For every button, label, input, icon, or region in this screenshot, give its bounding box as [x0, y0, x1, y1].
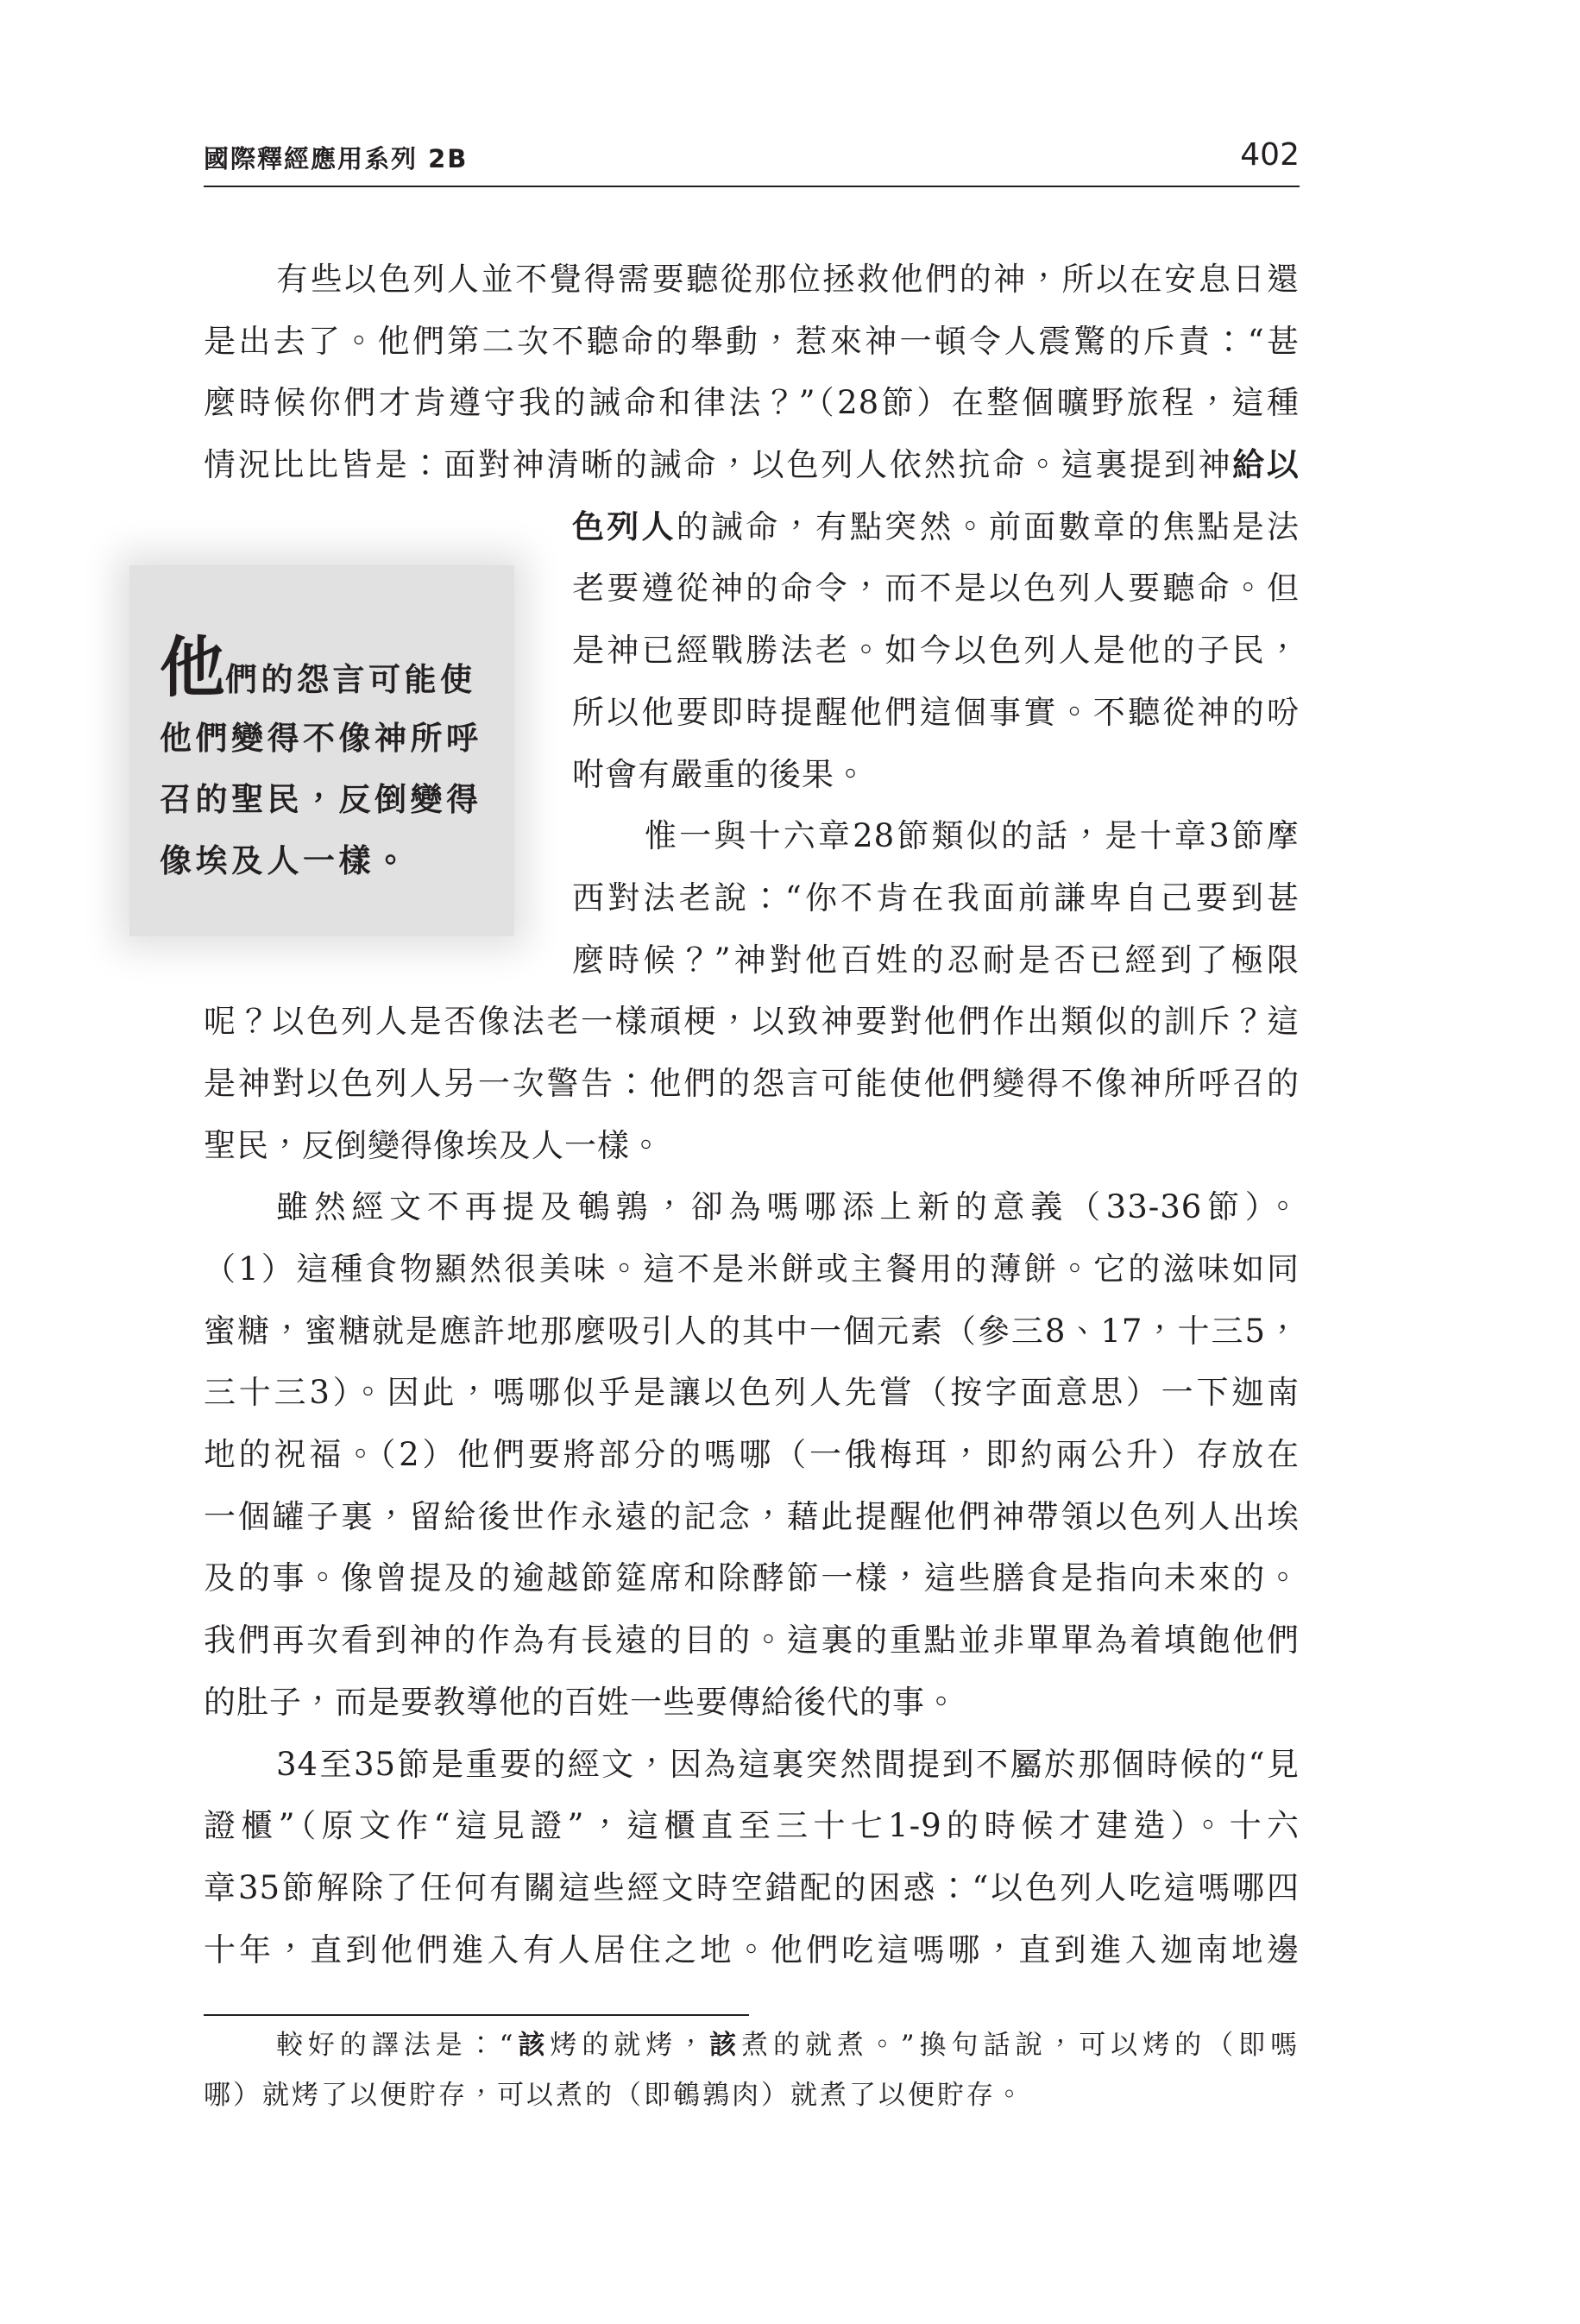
footnote-line: 哪）就烤了以便貯存，可以煮的（即鵪鶉肉）就煮了以便貯存。	[204, 2080, 1025, 2111]
text-line: 惟一與十六章28節類似的話，是十章3節摩	[645, 817, 1300, 855]
text-line: 我們再次看到神的作為有長遠的目的。這裏的重點並非單單為着填飽他們	[204, 1622, 1300, 1660]
text-line: 地的祝福。（2）他們要將部分的嗎哪（一俄梅珥，即約兩公升）存放在	[204, 1436, 1300, 1474]
text-segment: 的誡命，有點突然。前面數章的焦點是法	[676, 507, 1300, 545]
bold-emphasis: 該	[515, 2030, 551, 2061]
pull-quote-line: 召的聖民，反倒變得	[160, 781, 482, 818]
text-line: 有些以色列人並不覺得需要聽從那位拯救他們的神，所以在安息日還	[276, 261, 1300, 298]
text-line: 十年，直到他們進入有人居住之地。他們吃這嗎哪，直到進入迦南地邊	[204, 1930, 1300, 1968]
series-title: 國際釋經應用系列 2B	[204, 144, 469, 173]
text-line: 蜜糖，蜜糖就是應許地那麼吸引人的其中一個元素（參三8、17，十三5，	[204, 1312, 1300, 1350]
paragraph	[204, 1176, 1300, 1733]
text-line: 西對法老說：“你不肯在我面前謙卑自己要到甚	[572, 879, 1300, 916]
text-line: 一個罐子裏，留給後世作永遠的記念，藉此提醒他們神帶領以色列人出埃	[204, 1497, 1300, 1535]
text-segment: 較好的譯法是：“	[276, 2030, 516, 2061]
paragraph	[204, 1734, 1300, 1981]
footnote-rule	[204, 2014, 749, 2016]
text-segment: 煮的就煮。”換句話說，可以烤的（即嗎	[741, 2030, 1300, 2061]
text-line: （1）這種食物顯然很美味。這不是米餅或主餐用的薄餅。它的滋味如同	[204, 1250, 1300, 1288]
footnote	[204, 2020, 1300, 2120]
text-line: 老要遵從神的命令，而不是以色列人要聽命。但	[572, 570, 1300, 608]
pull-quote-line: 他們變得不像神所呼	[160, 720, 482, 757]
text-line: 聖民，反倒變得像埃及人一樣。	[204, 1126, 663, 1164]
text-line: 章35節解除了任何有關這些經文時空錯配的困惑：“以色列人吃這嗎哪四	[204, 1868, 1300, 1906]
text-line: 證櫃”（原文作“這見證”，這櫃直至三十七1-9的時候才建造）。十六	[204, 1807, 1300, 1845]
text-line: 麼時候你們才肯遵守我的誡命和律法？”（28節）在整個曠野旅程，這種	[204, 384, 1300, 422]
text-line: 麼時候？”神對他百姓的忍耐是否已經到了極限	[572, 941, 1300, 979]
text-line: 呢？以色列人是否像法老一樣頑梗，以致神要對他們作出類似的訓斥？這	[204, 1003, 1300, 1041]
text-segment: 情況比比皆是：面對神清晰的誡命，以色列人依然抗命。這裏提到神	[204, 446, 1233, 484]
text-line: 咐會有嚴重的後果。	[572, 755, 867, 793]
bold-emphasis: 該	[709, 2030, 742, 2061]
footnote-line	[204, 2020, 1300, 2070]
text-line: 三十三3）。因此，嗎哪似乎是讓以色列人先嘗（按字面意思）一下迦南	[204, 1374, 1300, 1412]
pull-quote-initial: 他	[160, 629, 225, 706]
text-line	[572, 496, 1300, 558]
text-line: 是神已經戰勝法老。如今以色列人是他的子民，	[572, 632, 1300, 670]
page-number: 402	[1240, 137, 1300, 173]
text-line: 34至35節是重要的經文，因為這裏突然間提到不屬於那個時候的“見	[276, 1745, 1300, 1783]
text-segment: 烤的就烤，	[550, 2030, 710, 2061]
text-line: 及的事。像曾提及的逾越節筵席和除酵節一樣，這些膳食是指向未來的。	[204, 1559, 1300, 1597]
text-line	[204, 434, 1300, 496]
text-line: 所以他要即時提醒他們這個事實。不聽從神的吩	[572, 693, 1300, 731]
text-line: 是出去了。他們第二次不聽命的舉動，惹來神一頓令人震驚的斥責：“甚	[204, 322, 1300, 360]
main-text	[204, 249, 1300, 1981]
text-line: 是神對以色列人另一次警告：他們的怨言可能使他們變得不像神所呼召的	[204, 1064, 1300, 1102]
bold-emphasis: 給以	[1232, 446, 1300, 484]
pull-quote-line-text: 們的怨言可能使	[225, 661, 476, 698]
header-rule	[204, 186, 1300, 187]
text-line: 雖然經文不再提及鵪鶉，卻為嗎哪添上新的意義（33-36節）。	[276, 1188, 1300, 1226]
pull-quote-line: 像埃及人一樣。	[160, 842, 411, 879]
bold-emphasis: 色列人	[572, 507, 677, 545]
paragraph	[204, 805, 1300, 1176]
paragraph	[204, 249, 1300, 805]
text-line: 的肚子，而是要教導他的百姓一些要傳給後代的事。	[204, 1683, 958, 1721]
